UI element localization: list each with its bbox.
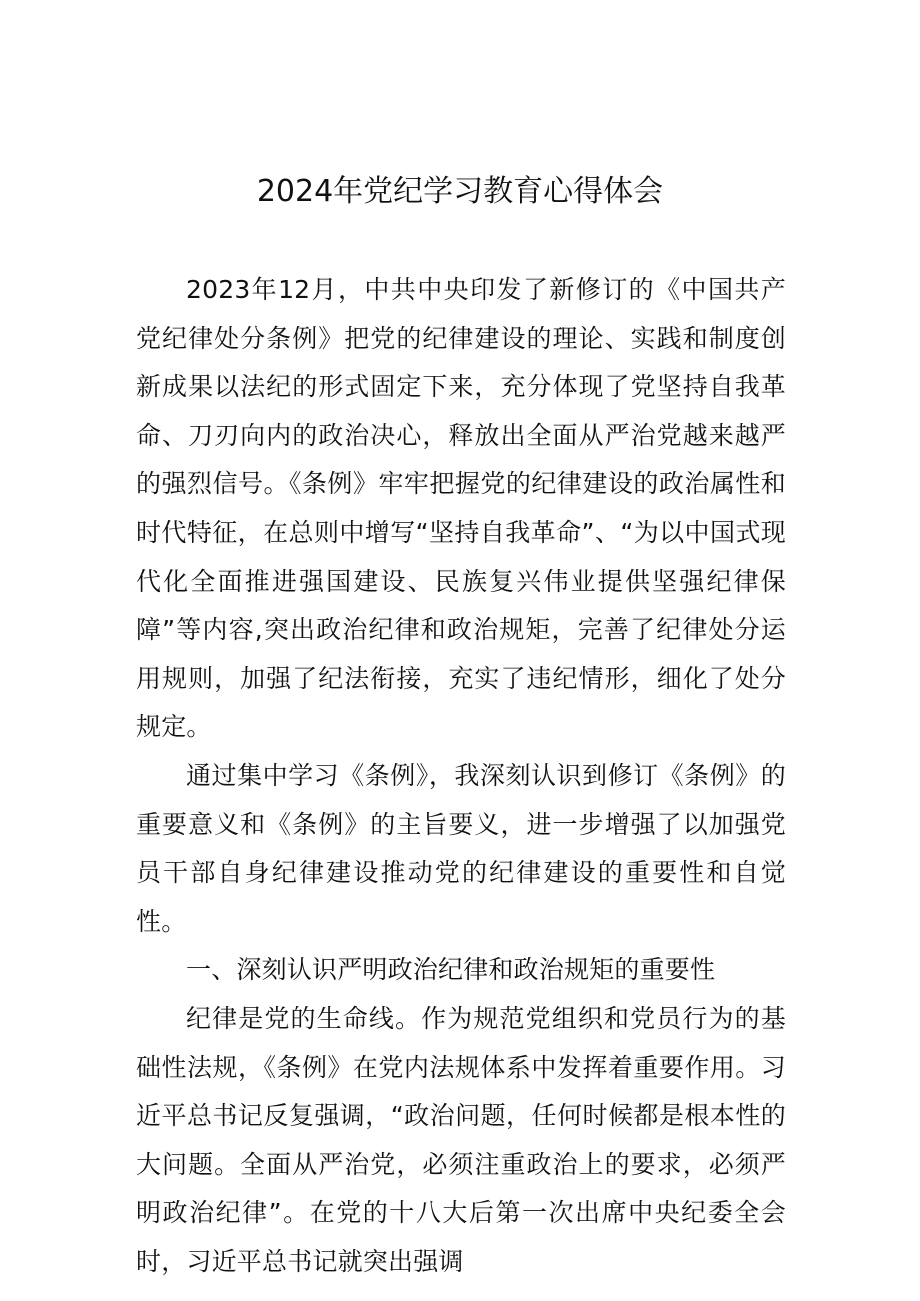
document-title: 2024年党纪学习教育心得体会 bbox=[256, 174, 664, 209]
section-heading-1: 一、深刻认识严明政治纪律和政治规矩的重要性 bbox=[186, 955, 716, 985]
paragraph-2: 通过集中学习《条例》，我深刻认识到修订《条例》的重要意义和《条例》的主旨要义，进一步增强了以加强党员干部自身纪律建设推动党的纪律建设的重要性和自觉性。 bbox=[136, 760, 786, 936]
paragraph-3: 纪律是党的生命线。作为规范党组织和党员行为的基础性法规，《条例》在党内法规体系中发挥着重要作用。习近平总书记反复强调，“政治问题，任何时候都是根本性的大问题。全面从严治党，必须注重政治上的要求，必须严明政治纪律”。在党的十八大后第一次出席中央纪委全会时，习近平总书记就突出强调 bbox=[136, 1003, 786, 1276]
document-body bbox=[136, 266, 786, 1286]
paragraph-1: 2023年12月，中共中央印发了新修订的《中国共产党纪律处分条例》把党的纪律建设的理论、实践和制度创新成果以法纪的形式固定下来，充分体现了党坚持自我革命、刀刃向内的政治决心，释放出全面从严治党越来越严的强烈信号。《条例》牢牢把握党的纪律建设的政治属性和时代特征，在总则中增写“坚持自我革命”、“为以中国式现代化全面推进强国建设、民族复兴伟业提供坚强纪律保障”等内容,突出政治纪律和政治规矩，完善了纪律处分运用规则，加强了纪法衔接，充实了违纪情形，细化了处分规定。 bbox=[136, 275, 786, 742]
